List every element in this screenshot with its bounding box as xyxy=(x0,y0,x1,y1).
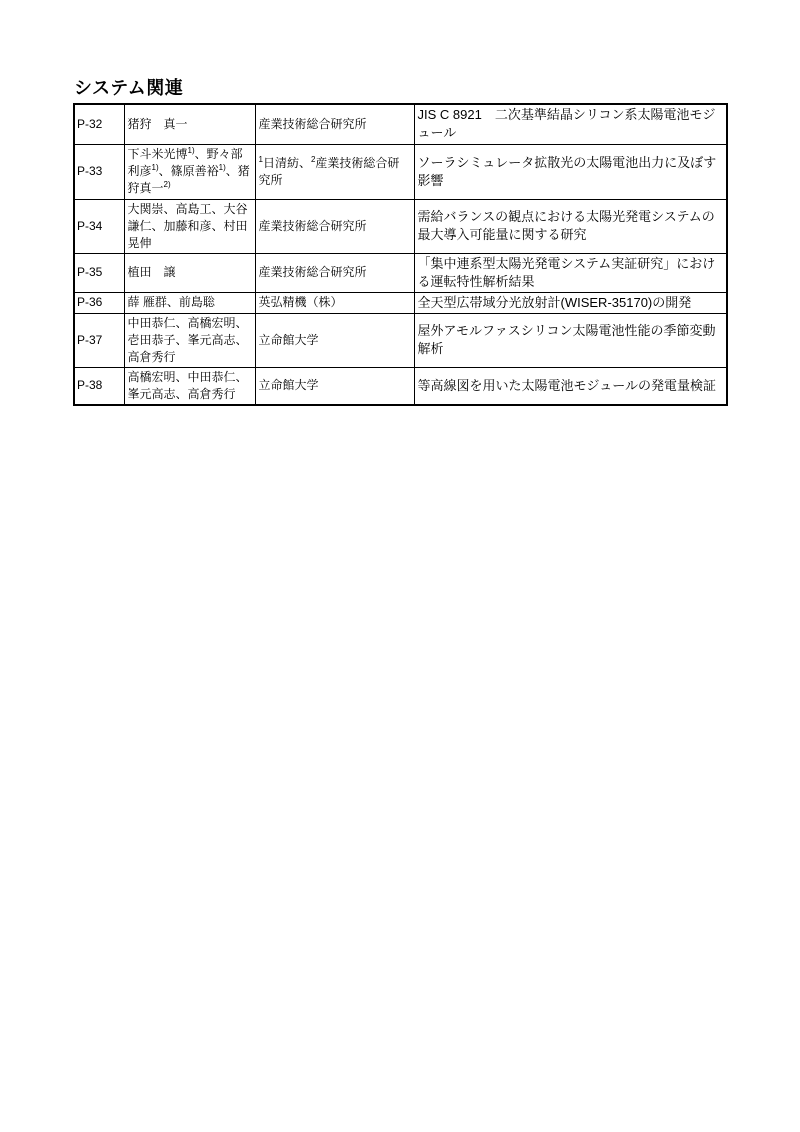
table-row xyxy=(74,367,727,405)
cell-text: 、野々部利彦 xyxy=(127,147,243,178)
paper-number-cell xyxy=(74,292,124,313)
cell-text: P-32 xyxy=(77,116,103,131)
cell-text: P-36 xyxy=(77,295,103,309)
footnote-superscript: 2 xyxy=(310,154,316,164)
paper-number-cell xyxy=(74,313,124,367)
paper-number-cell xyxy=(74,104,124,144)
paper-number-cell xyxy=(74,367,124,405)
cell-text: 日清紡、 xyxy=(262,155,311,170)
authors-cell xyxy=(124,144,255,199)
authors-cell xyxy=(124,292,255,313)
cell-text: 屋外アモルファスシリコン太陽電池性能の季節変動解析 xyxy=(417,323,716,356)
authors-cell xyxy=(124,104,255,144)
cell-text: P-38 xyxy=(77,378,103,392)
table-row xyxy=(74,292,727,313)
cell-text: 猪狩 真一 xyxy=(127,116,188,131)
cell-text: P-34 xyxy=(77,218,103,233)
authors-cell xyxy=(124,199,255,253)
cell-text: P-33 xyxy=(77,164,103,178)
cell-text: P-35 xyxy=(77,265,103,279)
affiliation-cell xyxy=(255,313,414,367)
table-row xyxy=(74,253,727,292)
paper-number-cell xyxy=(74,144,124,199)
footnote-superscript: 1) xyxy=(187,146,195,155)
affiliation-cell xyxy=(255,367,414,405)
cell-text: 下斗米光博 xyxy=(127,147,188,161)
footnote-superscript: 1) xyxy=(151,163,159,172)
session-table xyxy=(73,103,728,406)
paper-title-cell xyxy=(414,199,727,253)
table-row xyxy=(74,199,727,253)
cell-text: 等高線図を用いた太陽電池モジュールの発電量検証 xyxy=(417,377,716,393)
paper-title-cell xyxy=(414,292,727,313)
paper-title-cell xyxy=(414,104,727,144)
table-row xyxy=(74,144,727,199)
cell-text: 薛 雁群、前島聡 xyxy=(127,295,215,309)
paper-title-cell xyxy=(414,144,727,199)
cell-text: 産業技術総合研究所 xyxy=(258,155,400,187)
cell-text: ソーラシミュレータ拡散光の太陽電池出力に及ぼす影響 xyxy=(417,154,717,188)
affiliation-cell xyxy=(255,199,414,253)
authors-cell xyxy=(124,367,255,405)
cell-text: 中田恭仁、高橋宏明、壱田恭子、峯元高志、高倉秀行 xyxy=(127,315,248,364)
cell-text: 植田 譲 xyxy=(127,265,176,279)
table-row xyxy=(74,104,727,144)
authors-cell xyxy=(124,313,255,367)
footnote-superscript: 1) xyxy=(218,163,226,172)
cell-text: 「集中連系型太陽光発電システム実証研究」における運転特性解析結果 xyxy=(417,255,716,289)
table-row xyxy=(74,313,727,367)
cell-text: 大関崇、高島工、大谷謙仁、加藤和彦、村田晃伸 xyxy=(127,201,248,250)
section-title: システム関連 xyxy=(74,78,184,98)
cell-text: 産業技術総合研究所 xyxy=(258,218,367,233)
cell-text: P-37 xyxy=(77,332,103,347)
paper-title-cell xyxy=(414,253,727,292)
cell-text: 産業技術総合研究所 xyxy=(258,265,367,279)
cell-text: 全天型広帯域分光放射計(WISER-35170)の開発 xyxy=(417,294,692,310)
paper-number-cell xyxy=(74,199,124,253)
cell-text: 需給バランスの観点における太陽光発電システムの最大導入可能量に関する研究 xyxy=(417,209,715,242)
cell-text: 産業技術総合研究所 xyxy=(258,116,367,131)
cell-text: 高橋宏明、中田恭仁、峯元高志、高倉秀行 xyxy=(127,369,248,401)
cell-text: JIS C 8921 二次基準結晶シリコン系太陽電池モジュール xyxy=(417,107,716,141)
footnote-superscript: 1 xyxy=(258,154,263,164)
affiliation-cell xyxy=(255,292,414,313)
footnote-superscript: 2) xyxy=(163,180,171,189)
authors-cell xyxy=(124,253,255,292)
paper-title-cell xyxy=(414,313,727,367)
cell-text: 、篠原善裕 xyxy=(158,164,219,178)
affiliation-cell xyxy=(255,104,414,144)
session-table-body xyxy=(74,104,727,405)
cell-text: 英弘精機（株） xyxy=(258,295,343,309)
paper-title-cell xyxy=(414,367,727,405)
affiliation-cell xyxy=(255,144,414,199)
cell-text: 、猪狩真一 xyxy=(127,164,250,195)
paper-number-cell xyxy=(74,253,124,292)
affiliation-cell xyxy=(255,253,414,292)
cell-text: 立命館大学 xyxy=(258,332,319,347)
cell-text: 立命館大学 xyxy=(258,378,319,392)
